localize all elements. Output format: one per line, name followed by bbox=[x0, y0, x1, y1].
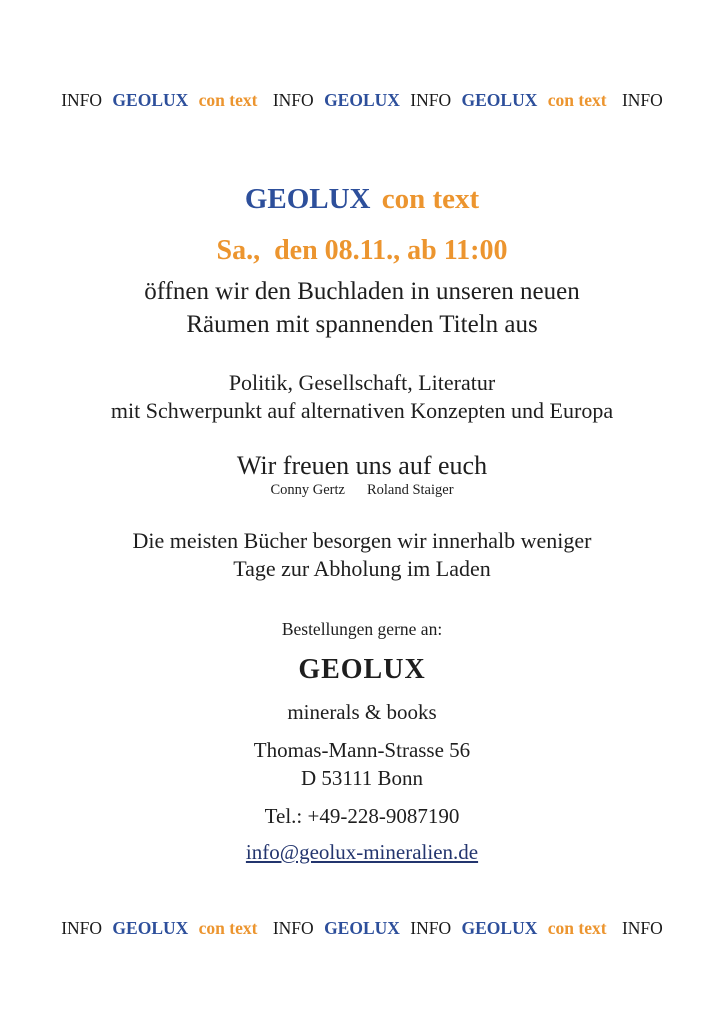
company-address bbox=[0, 736, 724, 792]
page-title bbox=[0, 183, 724, 216]
service-line: Tage zur Abholung im Laden bbox=[233, 556, 491, 581]
banner-word-context: con text bbox=[547, 918, 607, 938]
service-text bbox=[0, 527, 724, 583]
order-label: Bestellungen gerne an: bbox=[281, 619, 443, 639]
banner-word-info: INFO bbox=[410, 918, 452, 938]
banner-word-geolux: GEOLUX bbox=[112, 918, 189, 938]
service-line: Die meisten Bücher besorgen wir innerhalb weniger bbox=[132, 528, 592, 553]
info-banner-top bbox=[0, 90, 724, 111]
banner-word-info: INFO bbox=[61, 918, 103, 938]
phone-line: Tel.: +49-228-9087190 bbox=[264, 804, 460, 828]
banner-word-geolux: GEOLUX bbox=[324, 90, 400, 110]
banner-word-context: con text bbox=[198, 918, 258, 938]
email-row bbox=[0, 840, 724, 864]
host-names bbox=[0, 481, 724, 499]
email-link[interactable]: info@geolux-mineralien.de bbox=[245, 840, 479, 864]
banner-word-context: con text bbox=[547, 90, 607, 110]
banner-word-info: INFO bbox=[61, 90, 103, 110]
brand-name: GEOLUX bbox=[244, 183, 371, 215]
banner-word-geolux: GEOLUX bbox=[324, 918, 400, 938]
announcement-line: Räumen mit spannenden Titeln aus bbox=[186, 311, 538, 338]
host-name: Roland Staiger bbox=[366, 482, 454, 498]
company-tagline: minerals & books bbox=[287, 700, 437, 724]
banner-word-geolux: GEOLUX bbox=[461, 918, 538, 938]
event-date-line: Sa., den 08.11., ab 11:00 bbox=[216, 235, 508, 266]
banner-word-geolux: GEOLUX bbox=[461, 90, 538, 110]
announcement-line: öffnen wir den Buchladen in unseren neuen bbox=[144, 278, 580, 305]
announcement-text bbox=[0, 275, 724, 341]
brand-suffix: con text bbox=[381, 183, 480, 215]
topics-text bbox=[0, 369, 724, 425]
address-line-street: Thomas-Mann-Strasse 56 bbox=[253, 738, 471, 762]
banner-word-info: INFO bbox=[272, 90, 314, 110]
banner-word-info: INFO bbox=[410, 90, 452, 110]
banner-word-info: INFO bbox=[621, 90, 663, 110]
banner-word-context: con text bbox=[198, 90, 258, 110]
banner-word-geolux: GEOLUX bbox=[112, 90, 189, 110]
welcome-line: Wir freuen uns auf euch bbox=[236, 451, 488, 480]
banner-word-info: INFO bbox=[621, 918, 663, 938]
company-name: GEOLUX bbox=[298, 654, 426, 685]
topics-line: Politik, Gesellschaft, Literatur bbox=[228, 370, 496, 395]
info-banner-bottom bbox=[0, 918, 724, 939]
topics-line: mit Schwerpunkt auf alternativen Konzepten und Europa bbox=[110, 398, 614, 423]
address-line-city: D 53111 Bonn bbox=[300, 766, 424, 790]
host-name: Conny Gertz bbox=[270, 482, 345, 498]
banner-word-info: INFO bbox=[272, 918, 314, 938]
